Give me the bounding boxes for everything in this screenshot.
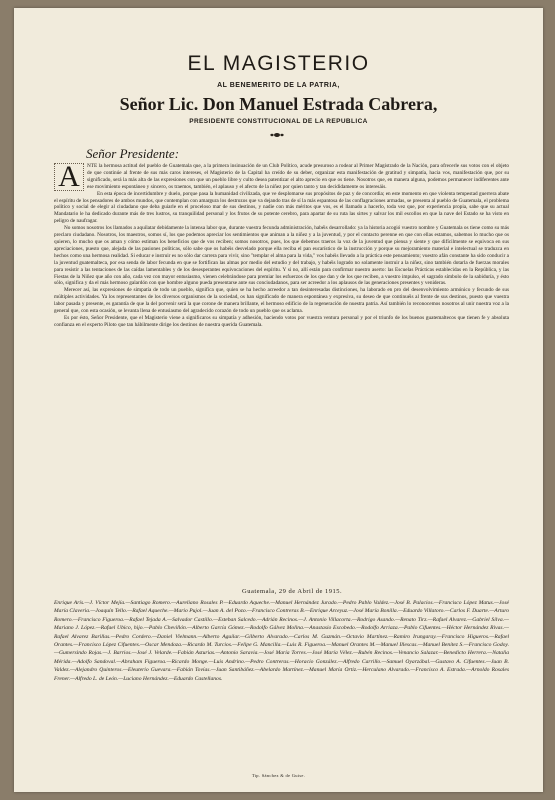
dateline: Guatemala, 29 de Abril de 1915. [242,588,343,595]
addressee-name: Señor Lic. Don Manuel Estrada Cabrera, [119,94,438,114]
document-title: EL MAGISTERIO [187,52,370,75]
document-sheet [14,8,543,792]
paragraph: Es por ésto, Señor Presidente, que el Magisterio viene a significaros su simpatía y adhesión, haciendo votos por vuestra ventura personal y por el triunfo de los buenos guatemaltecos que tienen fe y absoluta confianza en el experto Piloto que tan hábilmente dirige los destinos de nuestra querida Guatemala. [54,314,509,328]
printer-imprint: Tip. Sánchez & de Guise. [251,773,306,778]
paragraph-text: NTE la hermosa actitud del pueblo de Guatemala que, a la primera insinuación de un Club Político, acude presuroso a rodear al Primer Magistrado de la Nación, para ofrecerle sus votos con el objeto de que continúe al frente de sus más caros intereses, el Magisterio de la Capital ha creído de su deber, organizar esta manifestación de gratitud y simpatía, hacia vos, manifestación que, por su significado, será la más alta de las expresiones con que un pueblo libre y culto desea patentizar el alto aprecio en que os tiene. Nosotros que, en manera alguna, podemos permanecer indiferentes ante ese movimiento espontáneo y sincero, os traemos, también, el aplauso y el afecto de la niñez por quien tanto y tan decididamente os interesáis. [87,163,509,190]
ornament-icon [270,132,284,138]
letter-body [54,160,509,329]
addressee-title: PRESIDENTE CONSTITUCIONAL DE LA REPUBLICA [189,118,368,125]
drop-cap: A [54,163,84,191]
paragraph: No somos nosotros los llamados a aquilatar debidamente la intensa labor que, durante vuestra fecunda administración, habéis desarrollado: ya la historia acogió vuestro nombre y Guatemala os tiene como su más preclaro ciudadano. Nosotros, los maestros, somos sí, los que podemos apreciar los sentimientos que animan a la niñez y a la juventud, y por el contacto perenne en que con ellas estamos, sabemos lo mucho que os quieren, lo mucho que os aman y cómo estiman los beneficios que de vos reciben; somos nosotros, pues, los que debemos traeros la voz de la juventud que piensa y siente y que difícilmente se equivoca en sus apreciaciones, puesto que, alejada de las pasiones políticas, sólo sabe que os habéis desvelado porque ella reciba el pan eucarístico de la instrucción y porque su mejoramiento material e intelectual se traduzca en hechos como una hermosa realidad. Si educar e instruir es no sólo dar carrera para vivir, sino "templar el alma para la vida," vos habéis llevado a la práctica este pensamiento; vuestro afán constante ha sido conducir a la juventud guatemalteca, por esa senda de labor fecunda en que se fortifican las almas por medio del estudio y del trabajo, y habéis logrado no solamente instruir a la niñez, sino también dotarla de fuerzas morales para resistir a las tentaciones de las caídas lamentables y de los desesperantes equivocaciones del espíritu. Y si no, allí están para confirmar nuestro aserto: las Escuelas Prácticas establecidas en la República, y las Fiestas de la Niñez que año con año, cada vez con mayor entusiasmo, vienen celebrándose para premiar los esfuerzos de los que dan y de los que reciben, a vuestro impulso, el sagrado símbolo de la sabiduría, y ésto sólo, significa y da el más hermoso galardón con que hombre alguno pueda presentarse ante sus conciudadanos, para ser acreedor a los aplausos de las generaciones presentes y venideras. [54,225,509,287]
paragraph [54,160,509,193]
dedication-line: AL BENEMERITO DE LA PATRIA, [217,82,340,89]
signatories-list: Enrique Arís.—J. Víctor Mejía.—Santiago Romero.—Aureliano Rosales P.—Eduardo Aqueche.—Manuel Hernández Jurado.—Pedro Pablo Valdez.—José B. Palacios.—Francisco López Matus.—José María Claveria.—Joaquín Tello.—Rafael Aqueche.—Mario Pujol.—Juan A. del Pozo.—Francisco Contreras B.—Enrique Arceyuz.—José María Bonilla.—Eduardo Villatoro.—Carlos F. Duarte.—Arturo Romero.—Francisco Figueroa.—Rafael Tejada A.—Salvador Castillo.—Esteban Salcedo.—Adrián Recinos.—J. Antonio Villacorta.—Rodrigo Asando.—Renato Tirz.—Rafael Alvarez.—Gabriel Silva.—Mariano J. López.—Rafael Ubico, hijo.—Pablo Chevillón.—Alberto García Gómez.—Rodolfo Gálvez Molina.—Anastasio Escobedo.—Rodolfo Arriaza.—Pablo Cifuentes.—Héctor Hernández Rivas.—Rafael Alvarez Barillas.—Pedro Cordero.—Daniel Vielmann.—Alberto Aguilar.—Gilberto Alvarado.—Carlos M. Guzmán.—Octavio Martínez.—Ramiro Irungaray.—Francisco Higueros.—Rafael Orantes.—Francisco López Cifuentes.—Oscar Mendoza.—Ricardo M. Turcios.—Felipe G. Mancilla.—Luis R. Figueroa.—Manuel Orantes M.—Manuel Illescas.—Manuel Benítez S.—Francisco Godoy.—Gumersindo Rojas.—J. Barrios.—José J. Velarde.—Fabián Asturias.—Antonio Saravia.—José María Torres.—José María Vélez.—Rubén Recinos.—Venancio Salazar.—Benedicto Herrera.—Natalia Mérida.—Adolfo Sandoval.—Abraham Figueroa.—Ricardo Monge.—Luis Andrino.—Pedro Contreras.—Horacio González.—Alfredo Carrillo.—Samuel Oyarzábal.—Gustavo A. Cifuentes.—Juan B. Valdez.—Alejandro Quinteros.—Eleuterio Guevara.—Fabián Tovías.—Juan Santibáñez.—Abelardo Martínez.—Manuel María Ortiz.—Herculano Alvarado.—Francisco A. Estrada.—Arnoldo Rosales Frener.—Alfredo L. de León.—Luciano Hernández.—Eduardo Castellanos. [54,600,509,682]
paragraph: Merecer así, las expresiones de simpatía de todo un pueblo, significa que, quien se ha hecho acreedor a tan desinteresadas distinciones, ha laborado en pro del desenvolvimiento armónico y fecundo de sus múltiples actividades. Ya los representantes de los diversos organismos de la sociedad, os han significado de manera espontánea y expresiva, su deseo de que continuéis al frente de sus destinos, puesto que vuestra labor pasada y presente, es garantía de que la del porvenir será la que corone de manera brillante, el hermoso edificio de la regeneración de nuestra patria. Así también lo reconocemos nosotros al unir nuestra voz a la general que, con esta ocasión, se levanta llena de entusiasmo del agradecido corazón de todo un pueblo que os aclama. [54,287,509,315]
paragraph: En esta época de incertidumbre y duelo, porque pasa la humanidad civilizada, que ve desplomarse sus propósitos de paz y de concordia; en este momento en que violenta tempestad guerrera abate el espíritu de los pensadores de ambos mundos, que contemplan con amargura los destrozos que va dejando tras de sí la más espantosa de las conflagraciones armadas, se presenta al pueblo de Guatemala, el problema político y social de elegir al ciudadano que deba guiarle en el proceloso mar de sus destinos, y nadie con más méritos que vos, es el llamado a hacerlo, toda vez que, por experiencia propia, sabe que su actual Mandatario le ha dedicado durante más de tres lustros, su tranquilidad personal y los frutos de su potente cerebro, para apartar de su ruta las sirtes y salvar los mil escollos en que la nave del Estado se ha visto en peligro de naufragar. [54,190,509,225]
salutation: Señor Presidente: [86,146,180,161]
